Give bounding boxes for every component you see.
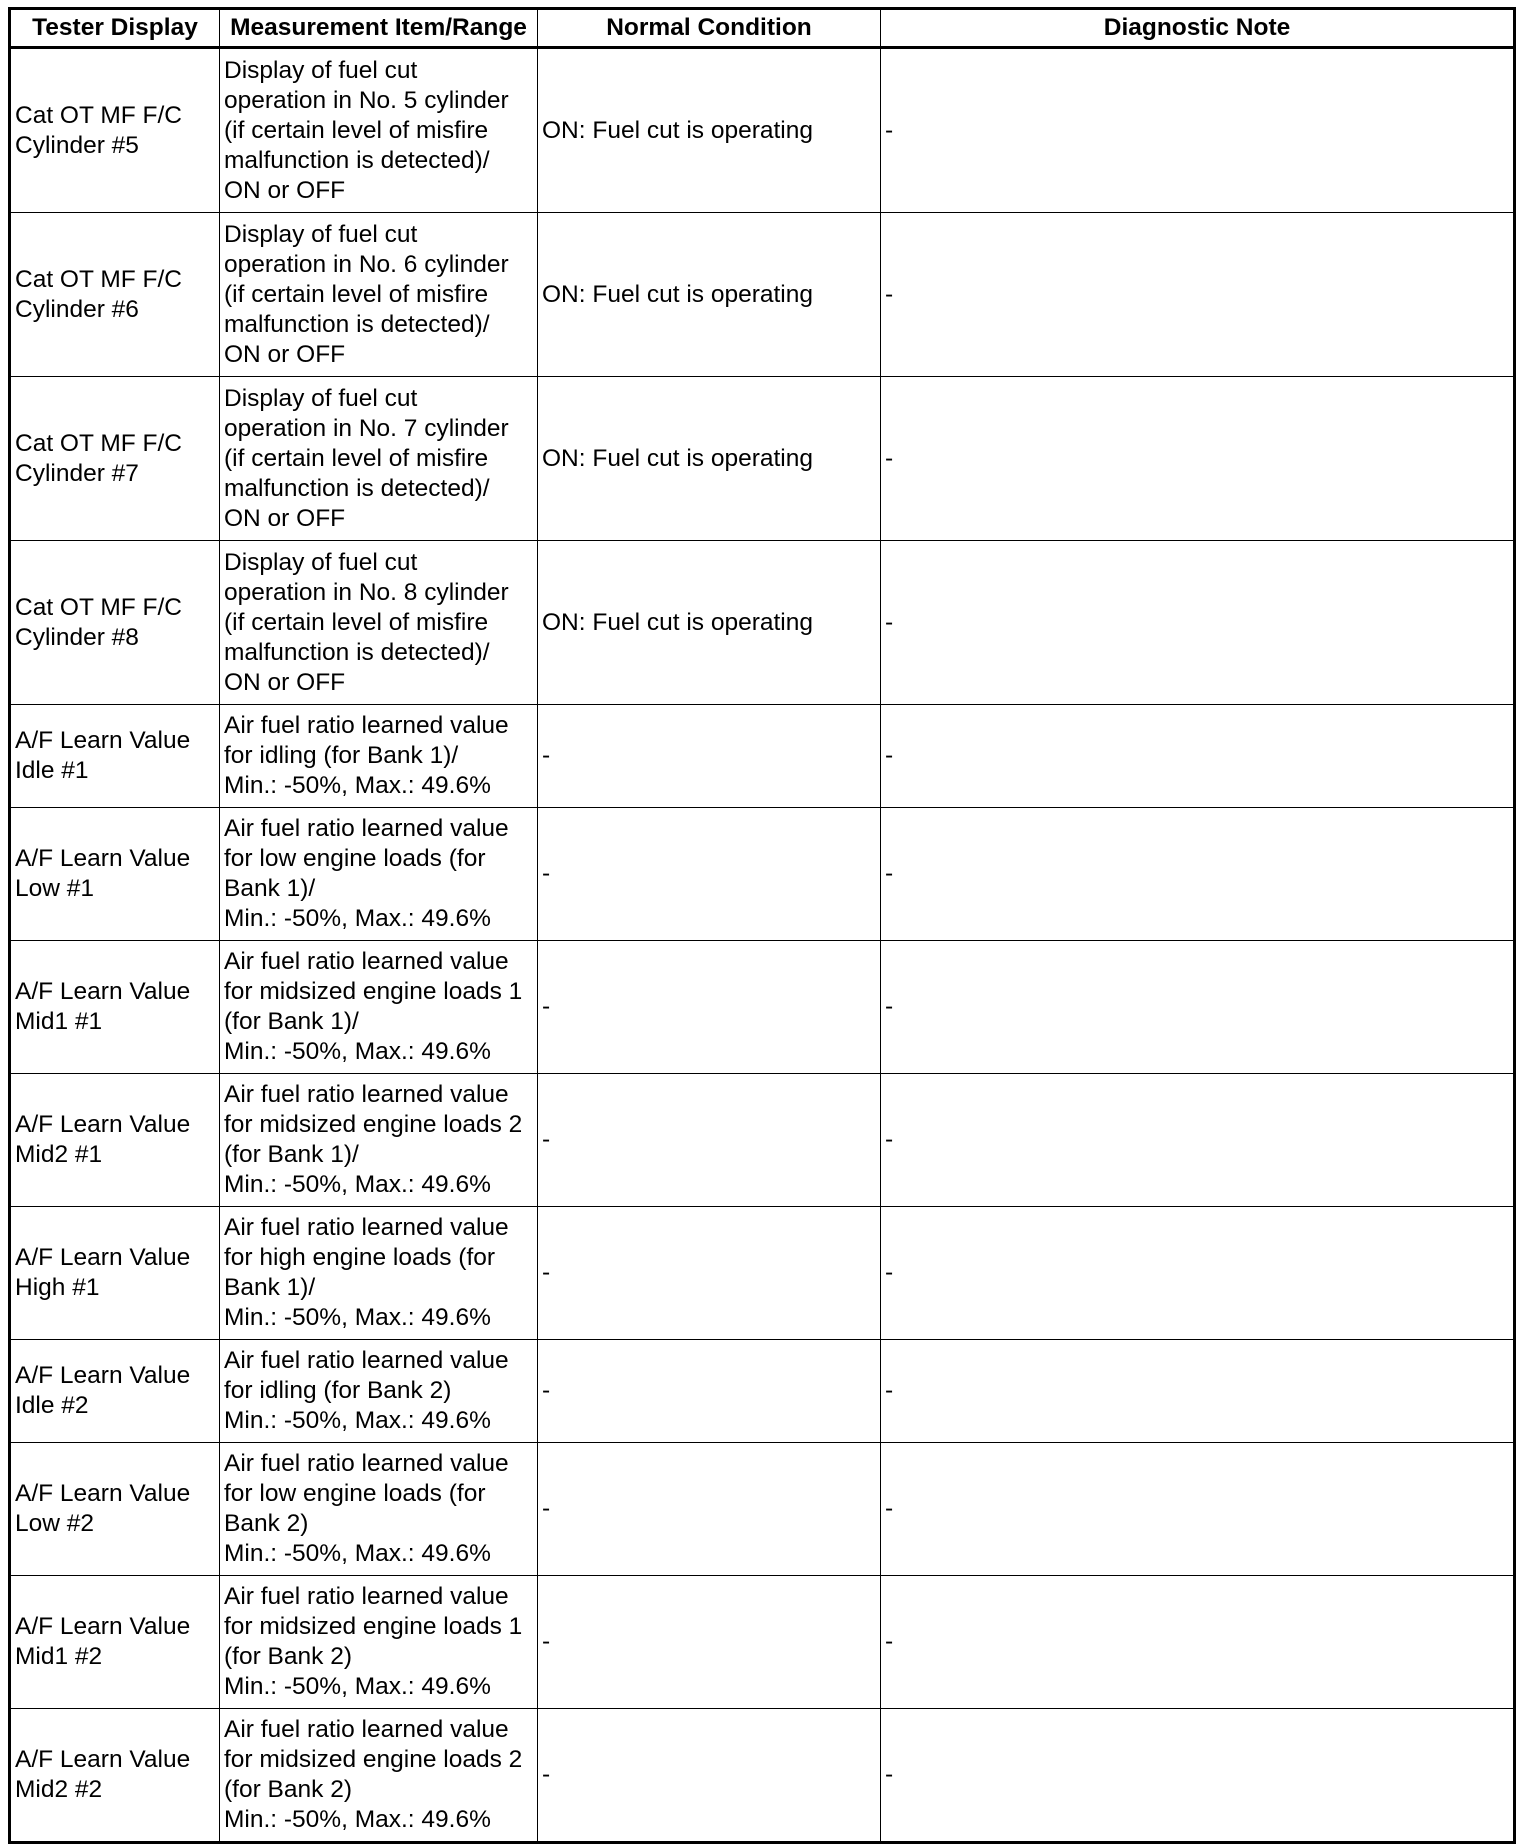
measurement-cell: Air fuel ratio learned value for midsized engine loads 2 (for Bank 2) Min.: -50%, Max.: 49.6%	[220, 1709, 538, 1843]
measurement-cell: Air fuel ratio learned value for midsized engine loads 1 (for Bank 2) Min.: -50%, Max.: 49.6%	[220, 1576, 538, 1709]
tester-display-cell: A/F Learn Value Mid1 #2	[10, 1576, 220, 1709]
normal-condition-cell: ON: Fuel cut is operating	[538, 48, 881, 213]
normal-condition-cell: -	[538, 941, 881, 1074]
normal-condition-cell: ON: Fuel cut is operating	[538, 541, 881, 705]
normal-condition-cell: -	[538, 808, 881, 941]
table-row	[10, 1074, 1515, 1207]
diagnostic-note-cell: -	[881, 808, 1515, 941]
header-diagnostic-note: Diagnostic Note	[881, 9, 1515, 48]
normal-condition-cell: -	[538, 705, 881, 808]
data-monitor-table	[8, 7, 1516, 1844]
diagnostic-note-cell: -	[881, 705, 1515, 808]
measurement-cell: Air fuel ratio learned value for low engine loads (for Bank 2) Min.: -50%, Max.: 49.6%	[220, 1443, 538, 1576]
measurement-cell: Air fuel ratio learned value for idling (for Bank 1)/ Min.: -50%, Max.: 49.6%	[220, 705, 538, 808]
measurement-cell: Air fuel ratio learned value for high engine loads (for Bank 1)/ Min.: -50%, Max.: 49.6%	[220, 1207, 538, 1340]
tester-display-cell: A/F Learn Value Idle #1	[10, 705, 220, 808]
diagnostic-note-cell: -	[881, 941, 1515, 1074]
table-header-row	[10, 9, 1515, 48]
tester-display-cell: Cat OT MF F/C Cylinder #5	[10, 48, 220, 213]
measurement-cell: Air fuel ratio learned value for low engine loads (for Bank 1)/ Min.: -50%, Max.: 49.6%	[220, 808, 538, 941]
measurement-cell: Display of fuel cut operation in No. 8 cylinder (if certain level of misfire malfunction is detected)/ ON or OFF	[220, 541, 538, 705]
table-row	[10, 541, 1515, 705]
measurement-cell: Air fuel ratio learned value for midsized engine loads 2 (for Bank 1)/ Min.: -50%, Max.: 49.6%	[220, 1074, 538, 1207]
header-normal-condition: Normal Condition	[538, 9, 881, 48]
tester-display-cell: Cat OT MF F/C Cylinder #8	[10, 541, 220, 705]
measurement-cell: Air fuel ratio learned value for midsized engine loads 1 (for Bank 1)/ Min.: -50%, Max.: 49.6%	[220, 941, 538, 1074]
diagnostic-note-cell: -	[881, 1443, 1515, 1576]
table-row	[10, 1709, 1515, 1843]
table-row	[10, 377, 1515, 541]
diagnostic-note-cell: -	[881, 541, 1515, 705]
diagnostic-note-cell: -	[881, 1576, 1515, 1709]
tester-display-cell: A/F Learn Value Mid1 #1	[10, 941, 220, 1074]
tester-display-cell: A/F Learn Value High #1	[10, 1207, 220, 1340]
table-row	[10, 1207, 1515, 1340]
table-row	[10, 1443, 1515, 1576]
table-row	[10, 808, 1515, 941]
table-row	[10, 48, 1515, 213]
diagnostic-note-cell: -	[881, 377, 1515, 541]
diagnostic-note-cell: -	[881, 213, 1515, 377]
normal-condition-cell: -	[538, 1443, 881, 1576]
tester-display-cell: A/F Learn Value Mid2 #2	[10, 1709, 220, 1843]
tester-display-cell: A/F Learn Value Mid2 #1	[10, 1074, 220, 1207]
measurement-cell: Display of fuel cut operation in No. 6 cylinder (if certain level of misfire malfunction is detected)/ ON or OFF	[220, 213, 538, 377]
table-row	[10, 941, 1515, 1074]
table-row	[10, 1576, 1515, 1709]
diagnostic-note-cell: -	[881, 1340, 1515, 1443]
normal-condition-cell: ON: Fuel cut is operating	[538, 377, 881, 541]
tester-display-cell: Cat OT MF F/C Cylinder #6	[10, 213, 220, 377]
table-row	[10, 1340, 1515, 1443]
normal-condition-cell: ON: Fuel cut is operating	[538, 213, 881, 377]
normal-condition-cell: -	[538, 1576, 881, 1709]
diagnostic-note-cell: -	[881, 48, 1515, 213]
normal-condition-cell: -	[538, 1074, 881, 1207]
tester-display-cell: Cat OT MF F/C Cylinder #7	[10, 377, 220, 541]
diagnostic-note-cell: -	[881, 1709, 1515, 1843]
header-tester-display: Tester Display	[10, 9, 220, 48]
measurement-cell: Air fuel ratio learned value for idling (for Bank 2) Min.: -50%, Max.: 49.6%	[220, 1340, 538, 1443]
normal-condition-cell: -	[538, 1340, 881, 1443]
normal-condition-cell: -	[538, 1709, 881, 1843]
measurement-cell: Display of fuel cut operation in No. 7 cylinder (if certain level of misfire malfunction is detected)/ ON or OFF	[220, 377, 538, 541]
measurement-cell: Display of fuel cut operation in No. 5 cylinder (if certain level of misfire malfunction is detected)/ ON or OFF	[220, 48, 538, 213]
table-row	[10, 705, 1515, 808]
diagnostic-note-cell: -	[881, 1207, 1515, 1340]
table-row	[10, 213, 1515, 377]
normal-condition-cell: -	[538, 1207, 881, 1340]
diagnostic-note-cell: -	[881, 1074, 1515, 1207]
tester-display-cell: A/F Learn Value Low #2	[10, 1443, 220, 1576]
tester-display-cell: A/F Learn Value Idle #2	[10, 1340, 220, 1443]
tester-display-cell: A/F Learn Value Low #1	[10, 808, 220, 941]
header-measurement-item: Measurement Item/Range	[220, 9, 538, 48]
